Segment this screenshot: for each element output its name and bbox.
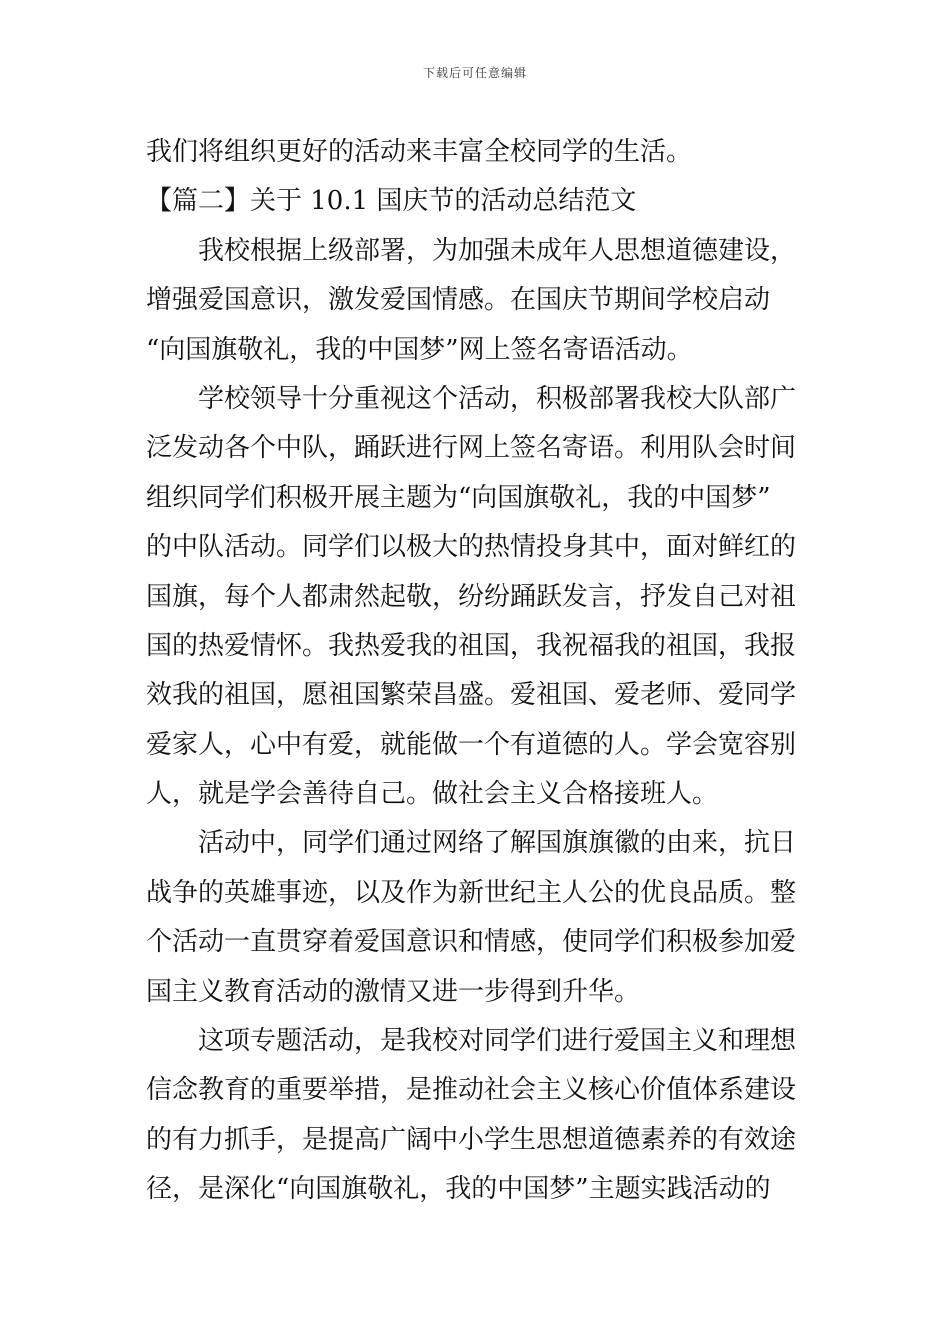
document-body xyxy=(146,128,808,1215)
paragraph-line: 泛发动各个中队，踊跃进行网上签名寄语。利用队会时间 xyxy=(146,433,797,464)
download-note: 下载后可任意编辑 xyxy=(422,66,527,80)
paragraph-line: 国主义教育活动的激情又进一步得到升华。 xyxy=(146,976,641,1007)
paragraph-line: 的中队活动。同学们以极大的热情投身其中，面对鲜红的 xyxy=(146,532,797,563)
paragraph-line: 这项专题活动，是我校对同学们进行爱国主义和理想 xyxy=(198,1026,797,1057)
paragraph-line: 战争的英雄事迹，以及作为新世纪主人公的优良品质。整 xyxy=(146,877,797,908)
paragraph-line: 增强爱国意识，激发爱国情感。在国庆节期间学校启动 xyxy=(146,285,771,316)
paragraph-line: 国的热爱情怀。我热爱我的祖国，我祝福我的祖国，我报 xyxy=(146,630,797,661)
paragraph-line: 国旗，每个人都肃然起敬，纷纷踊跃发言，抒发自己对祖 xyxy=(146,581,797,612)
paragraph-line: 我们将组织更好的活动来丰富全校同学的生活。 xyxy=(146,137,693,167)
paragraph-line: 人，就是学会善待自己。做社会主义合格接班人。 xyxy=(146,779,719,810)
paragraph-line: 径，是深化“向国旗敬礼，我的中国梦”主题实践活动的 xyxy=(146,1174,771,1205)
paragraph-line: “向国旗敬礼，我的中国梦”网上签名寄语活动。 xyxy=(146,334,693,365)
paragraph-line: 个活动一直贯穿着爱国意识和情感，使同学们积极参加爱 xyxy=(146,927,797,958)
paragraph-line: 信念教育的重要举措，是推动社会主义核心价值体系建设 xyxy=(146,1075,797,1106)
paragraph-line: 组织同学们积极开展主题为“向国旗敬礼，我的中国梦” xyxy=(146,482,771,513)
paragraph-line: 我校根据上级部署，为加强未成年人思想道德建设， xyxy=(198,235,797,266)
section-heading: 【篇二】关于 10.1 国庆节的活动总结范文 xyxy=(146,186,637,217)
paragraph-line: 的有力抓手，是提高广阔中小学生思想道德素养的有效途 xyxy=(146,1124,797,1155)
paragraph-line: 爱家人，心中有爱，就能做一个有道德的人。学会宽容别 xyxy=(146,729,797,760)
paragraph-line: 活动中，同学们通过网络了解国旗旗徽的由来，抗日 xyxy=(198,828,797,859)
paragraph-line: 学校领导十分重视这个活动，积极部署我校大队部广 xyxy=(198,383,797,414)
paragraph-line: 效我的祖国，愿祖国繁荣昌盛。爱祖国、爱老师、爱同学 xyxy=(146,680,797,711)
